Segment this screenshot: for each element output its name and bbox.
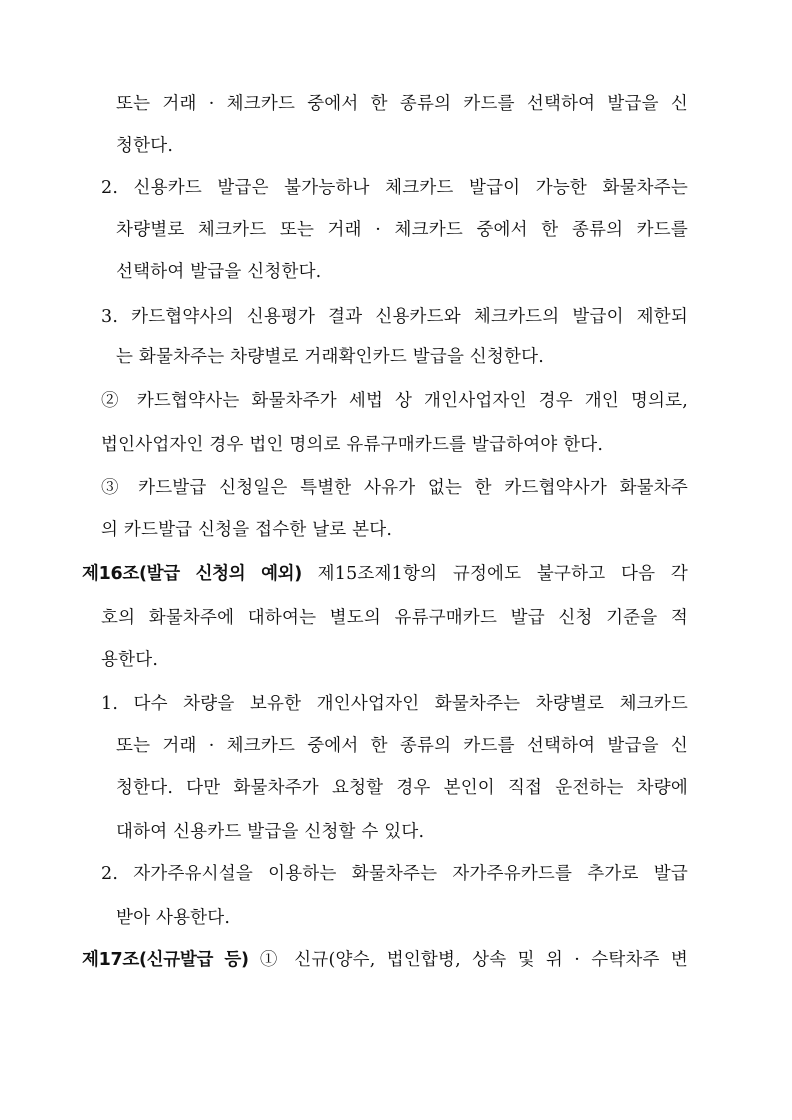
text-line: 호의 화물차주에 대하여는 별도의 유류구매카드 발급 신청 기준을 적 — [101, 608, 688, 628]
text-line: 청한다. 다만 화물차주가 요청할 경우 본인이 직접 운전하는 차량에 — [116, 778, 688, 798]
text-line: 용한다. — [101, 650, 159, 670]
text-line: 청한다. — [116, 136, 174, 156]
text-line: 선택하여 발급을 신청한다. — [116, 262, 322, 282]
text-line: 법인사업자인 경우 법인 명의로 유류구매카드를 발급하여야 한다. — [101, 435, 604, 455]
list-item-2: 2. 자가주유시설을 이용하는 화물차주는 자가주유카드를 추가로 발급 — [101, 864, 688, 884]
list-item-3: 3. 카드협약사의 신용평가 결과 신용카드와 체크카드의 발급이 제한되 — [101, 307, 688, 327]
article-17-heading: 제17조(신규발급 등) — [82, 950, 249, 970]
clause-3: ③ 카드발급 신청일은 특별한 사유가 없는 한 카드협약사가 화물차주 — [101, 478, 688, 498]
list-item-1: 1. 다수 차량을 보유한 개인사업자인 화물차주는 차량별로 체크카드 — [101, 694, 688, 714]
text-line: 의 카드발급 신청을 접수한 날로 본다. — [101, 520, 393, 540]
text-line: 는 화물차주는 차량별로 거래확인카드 발급을 신청한다. — [116, 347, 544, 367]
article-17-text: ① 신규(양수, 법인합병, 상속 및 위 · 수탁차주 변 — [248, 950, 688, 970]
text-line: 대하여 신용카드 발급을 신청할 수 있다. — [116, 822, 425, 842]
article-16-first-line — [82, 562, 688, 586]
text-line: 또는 거래 · 체크카드 중에서 한 종류의 카드를 선택하여 발급을 신 — [116, 736, 688, 756]
article-17-first-line — [82, 948, 688, 972]
text-line: 또는 거래 · 체크카드 중에서 한 종류의 카드를 선택하여 발급을 신 — [116, 94, 688, 114]
article-16-heading: 제16조(발급 신청의 예외) — [82, 564, 302, 584]
list-item-2: 2. 신용카드 발급은 불가능하나 체크카드 발급이 가능한 화물차주는 — [101, 178, 688, 198]
text-line: 차량별로 체크카드 또는 거래 · 체크카드 중에서 한 종류의 카드를 — [116, 220, 688, 240]
article-16-text: 제15조제1항의 규정에도 불구하고 다음 각 — [301, 564, 688, 584]
clause-2: ② 카드협약사는 화물차주가 세법 상 개인사업자인 경우 개인 명의로, — [101, 391, 688, 411]
text-line: 받아 사용한다. — [116, 908, 231, 928]
